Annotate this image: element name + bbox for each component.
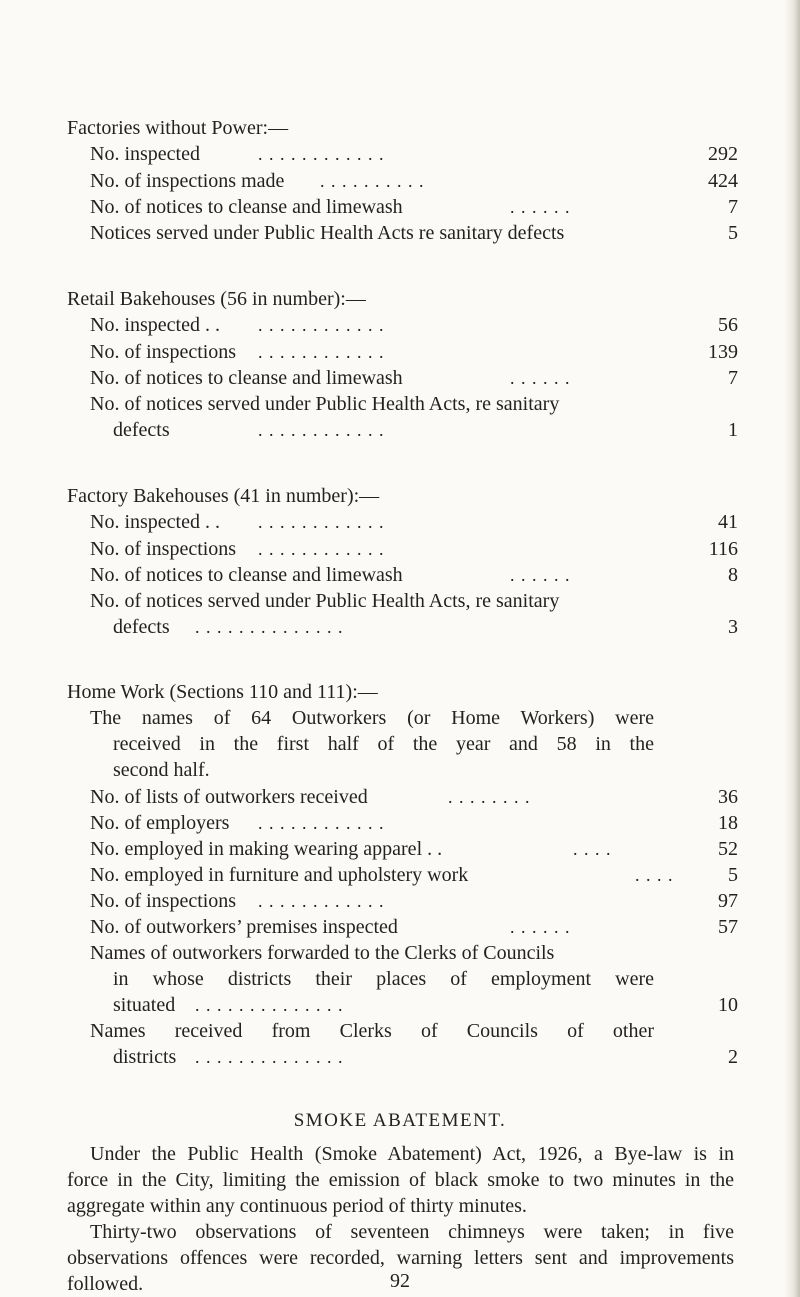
row-label: No. of inspections made (90, 170, 285, 192)
retail-bakehouses-heading: Retail Bakehouses (56 in number):— (67, 288, 366, 310)
row-value: 5 (728, 222, 738, 244)
leader-dots: . . . . (635, 865, 674, 885)
paragraph-line: Under the Public Health (Smoke Abatement) Act, 1926, a Bye-law is in (90, 1143, 734, 1165)
row-label: No. of inspections (90, 341, 237, 363)
row-label: No. of outworkers’ premises inspected (90, 916, 398, 938)
table-row (0, 810, 800, 836)
row-value: 18 (718, 812, 738, 834)
table-row (0, 914, 800, 940)
table-row (0, 509, 800, 535)
row-value: 139 (708, 341, 738, 363)
names-forwarded-line: Names of outworkers forwarded to the Clerks of Councils (90, 942, 555, 964)
leader-dots: . . . . . . . . . . . . (258, 813, 385, 833)
page-edge-shadow (784, 0, 800, 1297)
row-label: No. of notices to cleanse and limewash (90, 564, 403, 586)
leader-dots: . . . . . . . . . . . . . . (195, 617, 344, 637)
row-value: 8 (728, 564, 738, 586)
table-row (0, 888, 800, 914)
leader-dots: . . . . . . . . . . . . (258, 315, 385, 335)
row-value: 3 (728, 616, 738, 638)
row-label: Notices served under Public Health Acts re sanitary defects (90, 222, 565, 244)
leader-dots: . . . . . . . . . . . . (258, 539, 385, 559)
row-label: No. inspected . . (90, 314, 220, 336)
table-row (0, 168, 800, 194)
row-label: No. inspected . . (90, 511, 220, 533)
paragraph-line: aggregate within any continuous period of thirty minutes. (67, 1195, 527, 1217)
table-row (0, 141, 800, 167)
leader-dots: . . . . (573, 839, 612, 859)
leader-dots: . . . . . . . . . . . . (258, 891, 385, 911)
leader-dots: . . . . . . . . . . . . (258, 512, 385, 532)
table-row (0, 536, 800, 562)
leader-dots: . . . . . . . . . . . . (258, 342, 385, 362)
page-number: 92 (390, 1270, 410, 1292)
row-value: 7 (728, 367, 738, 389)
paragraph-line: observations offences were recorded, warning letters sent and improvements (67, 1247, 734, 1269)
row-value: 7 (728, 196, 738, 218)
table-row (0, 194, 800, 220)
row-label: No. of notices served under Public Health Acts, re sanitary (90, 590, 560, 612)
table-row (0, 784, 800, 810)
row-label: defects (113, 616, 170, 638)
home-work-intro-line: The names of 64 Outworkers (or Home Workers) were (90, 707, 654, 729)
row-value: 2 (728, 1046, 738, 1068)
table-row (0, 417, 800, 443)
home-work-intro-line: second half. (113, 759, 210, 781)
row-label: situated (113, 994, 176, 1016)
table-row (0, 1044, 800, 1070)
row-label: No. inspected (90, 143, 200, 165)
row-value: 57 (718, 916, 738, 938)
names-received-line: Names received from Clerks of Councils of other (90, 1020, 654, 1042)
table-row (0, 312, 800, 338)
table-row (0, 339, 800, 365)
row-label: No. of notices to cleanse and limewash (90, 196, 403, 218)
factories-without-power-heading: Factories without Power:— (67, 117, 289, 139)
paragraph-line: followed. (67, 1273, 144, 1295)
row-label: No. of lists of outworkers received (90, 786, 368, 808)
row-value: 292 (708, 143, 738, 165)
row-label: No. of notices served under Public Health Acts, re sanitary (90, 393, 560, 415)
table-row (0, 562, 800, 588)
row-value: 424 (708, 170, 738, 192)
row-label: No. of notices to cleanse and limewash (90, 367, 403, 389)
home-work-intro-line: received in the first half of the year and 58 in the (113, 733, 654, 755)
table-row (0, 862, 800, 888)
row-label: No. of inspections (90, 890, 237, 912)
factory-bakehouses-heading: Factory Bakehouses (41 in number):— (67, 485, 380, 507)
leader-dots: . . . . . . . . . . . . . . (195, 995, 344, 1015)
row-label: No. employed in making wearing apparel . . (90, 838, 443, 860)
leader-dots: . . . . . . . . . . . . (258, 144, 385, 164)
leader-dots: . . . . . . (510, 917, 571, 937)
table-row (0, 614, 800, 640)
row-value: 41 (718, 511, 738, 533)
leader-dots: . . . . . . . . (448, 787, 531, 807)
row-label: No. of inspections (90, 538, 237, 560)
leader-dots: . . . . . . (510, 197, 571, 217)
row-value: 10 (718, 994, 738, 1016)
table-row (0, 365, 800, 391)
row-value: 52 (718, 838, 738, 860)
paragraph-line: force in the City, limiting the emission of black smoke to two minutes in the (67, 1169, 734, 1191)
row-label: No. of employers (90, 812, 230, 834)
table-row (0, 588, 800, 614)
paragraph-line: Thirty-two observations of seventeen chimneys were taken; in five (90, 1221, 734, 1243)
row-value: 1 (728, 419, 738, 441)
leader-dots: . . . . . . (510, 368, 571, 388)
table-row (0, 836, 800, 862)
smoke-abatement-paragraph-1 (67, 1141, 734, 1219)
row-value: 116 (708, 538, 738, 560)
leader-dots: . . . . . . (510, 565, 571, 585)
leader-dots: . . . . . . . . . . . . . . (195, 1047, 344, 1067)
row-value: 36 (718, 786, 738, 808)
row-value: 5 (728, 864, 738, 886)
table-row (0, 391, 800, 417)
row-label: defects (113, 419, 170, 441)
row-label: districts (113, 1046, 177, 1068)
table-row (0, 992, 800, 1018)
home-work-heading: Home Work (Sections 110 and 111):— (67, 681, 378, 703)
smoke-abatement-title: SMOKE ABATEMENT. (293, 1110, 507, 1131)
row-label: No. employed in furniture and upholstery work (90, 864, 469, 886)
leader-dots: . . . . . . . . . . . . (258, 420, 385, 440)
row-value: 97 (718, 890, 738, 912)
row-value: 56 (718, 314, 738, 336)
table-row (0, 220, 800, 246)
leader-dots: . . . . . . . . . . (320, 171, 425, 191)
names-forwarded-line: in whose districts their places of employment were (113, 968, 654, 990)
